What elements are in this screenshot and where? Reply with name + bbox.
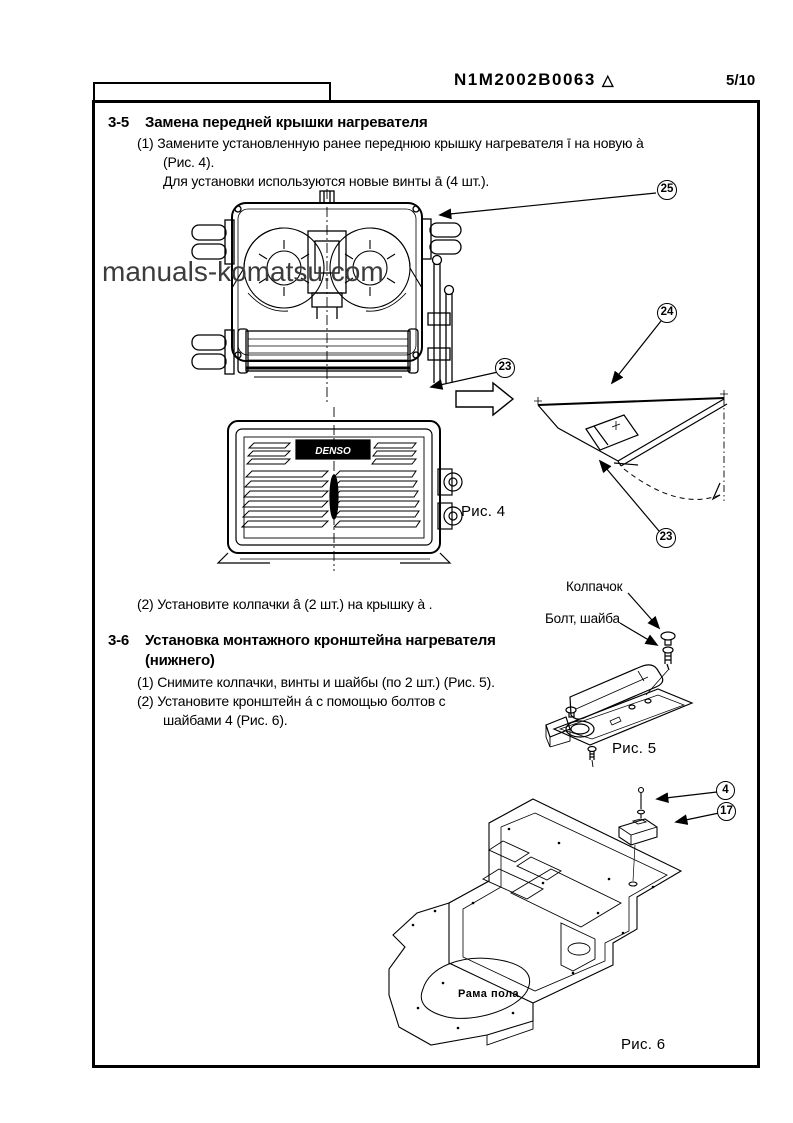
bottom-bolt-icon — [588, 747, 596, 768]
cap-icon — [661, 632, 675, 645]
floor-frame-label: Рама пола — [458, 988, 520, 1000]
fig4-caption: Рис. 4 — [461, 503, 506, 520]
step-line: (Рис. 4). — [163, 154, 215, 170]
doc-code — [454, 70, 615, 90]
doc-code-text: N1M2002B0063 — [454, 70, 596, 89]
watermark: manuals-komatsu.com — [102, 256, 384, 287]
section-3-5-number: 3-5 — [108, 114, 130, 131]
cap-on-panel — [586, 415, 638, 450]
revision-triangle-icon: △ — [602, 72, 616, 89]
cover-panel-drawing — [528, 383, 746, 563]
panel-sheet — [534, 390, 728, 501]
section-3-5-title: Замена передней крышки нагревателя — [145, 114, 428, 131]
center-knob — [330, 475, 338, 519]
callout-25: 25 — [657, 180, 677, 200]
section-3-6-title-line1: Установка монтажного кронштейна нагревателя — [145, 632, 496, 649]
front-cover-drawing — [210, 413, 465, 565]
frame-bracket-icon — [619, 819, 657, 886]
brand-plate-text: DENSO — [315, 446, 351, 457]
frame-bolt-icon — [638, 788, 645, 819]
callout-24: 24 — [657, 303, 677, 323]
heater-assembly-drawing — [188, 193, 468, 405]
cap-label: Колпачок — [566, 579, 623, 594]
heater-core — [238, 329, 418, 377]
callout-4: 4 — [716, 781, 735, 800]
step-line: (1) Замените установленную ранее переднюю крышку нагревателя ī на новую à — [137, 135, 644, 151]
fig6-caption: Рис. 6 — [621, 1036, 666, 1053]
right-tabs-and-pipes — [422, 219, 461, 383]
louvers-left — [242, 471, 328, 527]
step-line: (1) Снимите колпачки, винты и шайбы (по 2 шт.) (Рис. 5). — [137, 674, 495, 690]
step-line: шайбами 4 (Рис. 6). — [163, 712, 288, 728]
left-bracket-tabs — [192, 220, 234, 374]
frame-body — [449, 799, 681, 1003]
floor-plate — [389, 903, 533, 1045]
callout-23-upper: 23 — [495, 358, 515, 378]
louvers-right — [334, 471, 420, 527]
step-line: (2) Установите колпачки â (2 шт.) на крышку à . — [137, 596, 433, 612]
callout-23-lower: 23 — [656, 528, 676, 548]
step-line: Для установки используются новые винты ā (4 шт.). — [163, 173, 490, 189]
section-3-6-number: 3-6 — [108, 632, 130, 649]
bolt-washer-label: Болт, шайба — [545, 611, 620, 626]
step-line: (2) Установите кронштейн á с помощью болтов с — [137, 693, 446, 709]
pipe-stubs — [438, 469, 462, 529]
section-3-6-title-line2: (нижнего) — [145, 652, 215, 669]
fig5-caption: Рис. 5 — [612, 740, 657, 757]
page-number: 5/10 — [726, 72, 756, 89]
callout-17: 17 — [717, 802, 736, 821]
floor-frame-drawing — [383, 783, 688, 1058]
brand-plate — [296, 440, 370, 459]
bracket-base-plate — [554, 689, 692, 745]
bolt-icon — [663, 647, 673, 670]
